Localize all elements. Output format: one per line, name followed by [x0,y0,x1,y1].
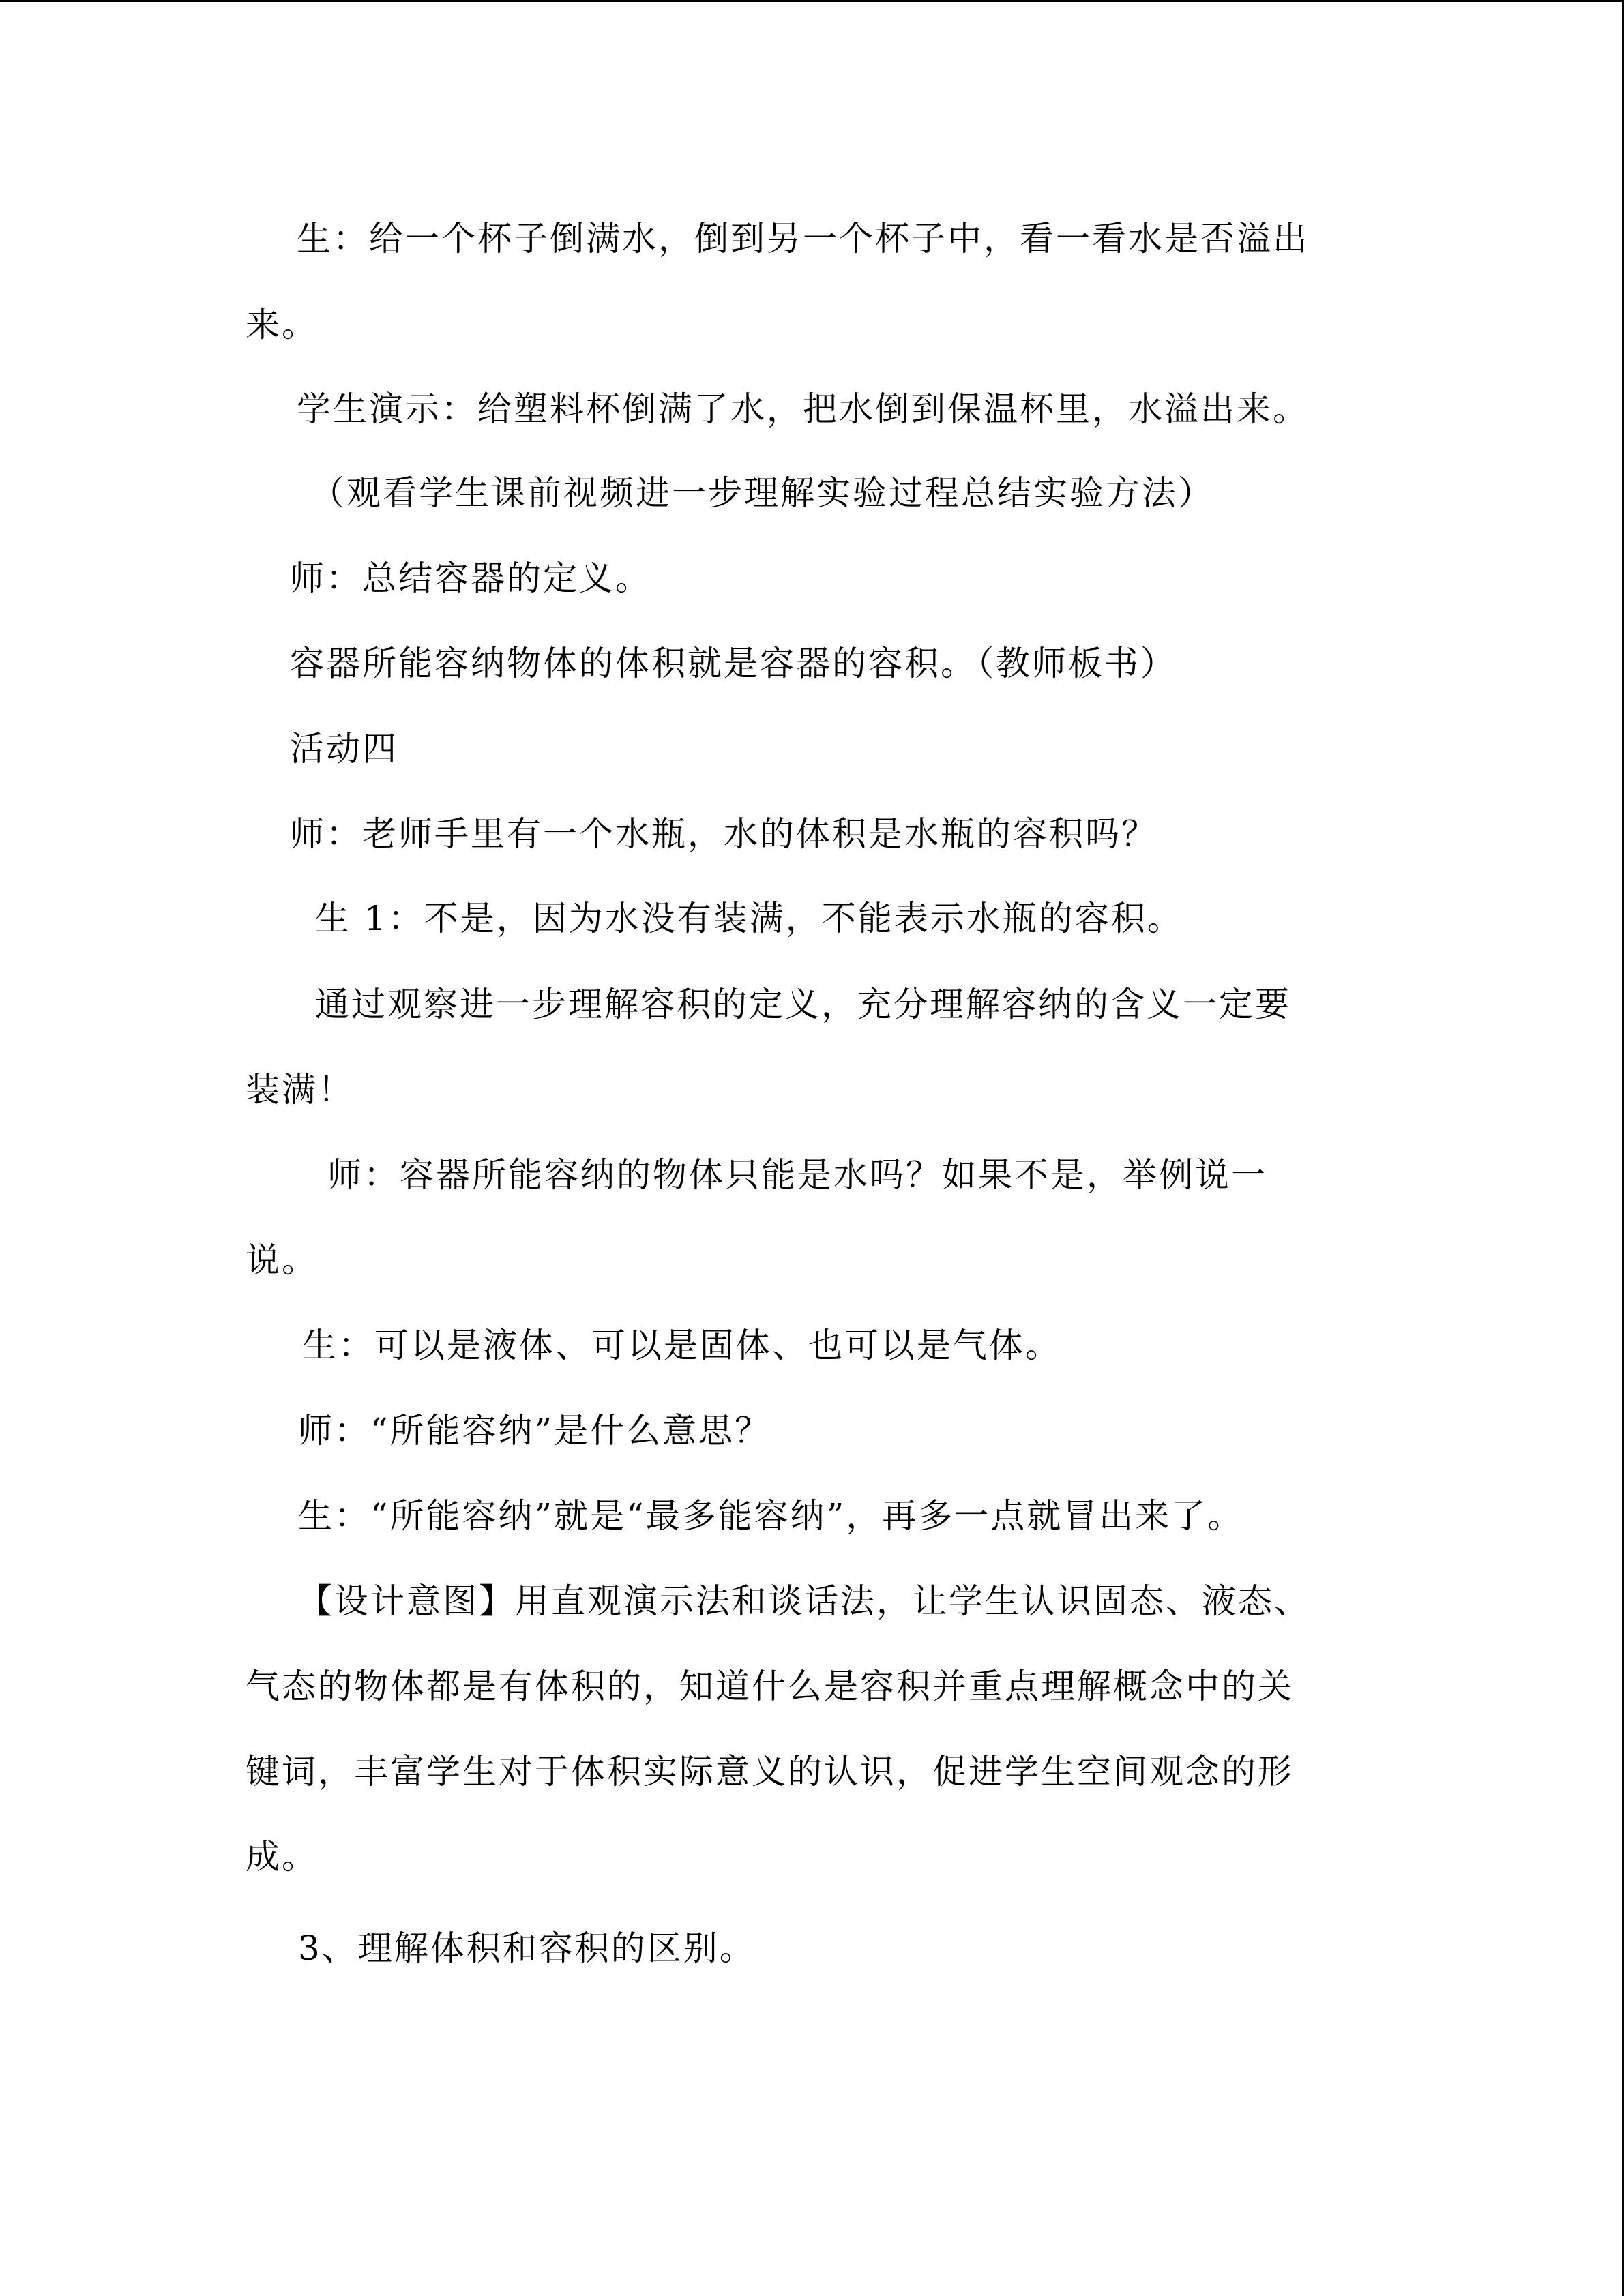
line-section-three: 3、理解体积和容积的区别。 [298,1928,756,1968]
line-teacher-question-water-cont: 说。 [246,1240,318,1280]
line-observation-note: 通过观察进一步理解容积的定义，充分理解容纳的含义一定要 [315,985,1291,1024]
line-teacher-meaning: 师：“所能容纳”是什么意思？ [298,1411,771,1450]
line-student-suggestion: 生：给一个杯子倒满水，倒到另一个杯子中，看一看水是否溢出 [297,219,1309,258]
line-student-states: 生：可以是液体、可以是固体、也可以是气体。 [302,1326,1061,1365]
page-border-top [0,0,1624,2]
line-teacher-question-water: 师：容器所能容纳的物体只能是水吗？如果不是，举例说一 [327,1155,1267,1195]
line-teacher-question-bottle: 师：老师手里有一个水瓶，水的体积是水瓶的容积吗？ [290,814,1157,854]
line-design-intent-cont-2: 键词，丰富学生对于体积实际意义的认识，促进学生空间观念的形 [246,1752,1294,1791]
line-student-meaning: 生：“所能容纳”就是“最多能容纳”，再多一点就冒出来了。 [298,1496,1244,1536]
line-teacher-summary: 师：总结容器的定义。 [290,558,651,598]
line-student-demo: 学生演示：给塑料杯倒满了水，把水倒到保温杯里，水溢出来。 [297,389,1309,429]
line-student-suggestion-cont: 来。 [246,305,318,344]
line-student1-answer: 生 1：不是，因为水没有装满，不能表示水瓶的容积。 [315,899,1183,938]
line-design-intent-cont-1: 气态的物体都是有体积的，知道什么是容积并重点理解概念中的关 [246,1667,1294,1706]
line-capacity-definition: 容器所能容纳物体的体积就是容器的容积。（教师板书） [290,644,1177,683]
line-activity-four: 活动四 [290,729,398,769]
line-observation-note-cont: 装满！ [246,1070,354,1109]
line-design-intent: 【设计意图】用直观演示法和谈话法，让学生认识固态、液态、 [298,1581,1310,1621]
line-design-intent-cont-3: 成。 [246,1837,318,1877]
line-watch-video: （观看学生课前视频进一步理解实验过程总结实验方法） [310,473,1214,513]
